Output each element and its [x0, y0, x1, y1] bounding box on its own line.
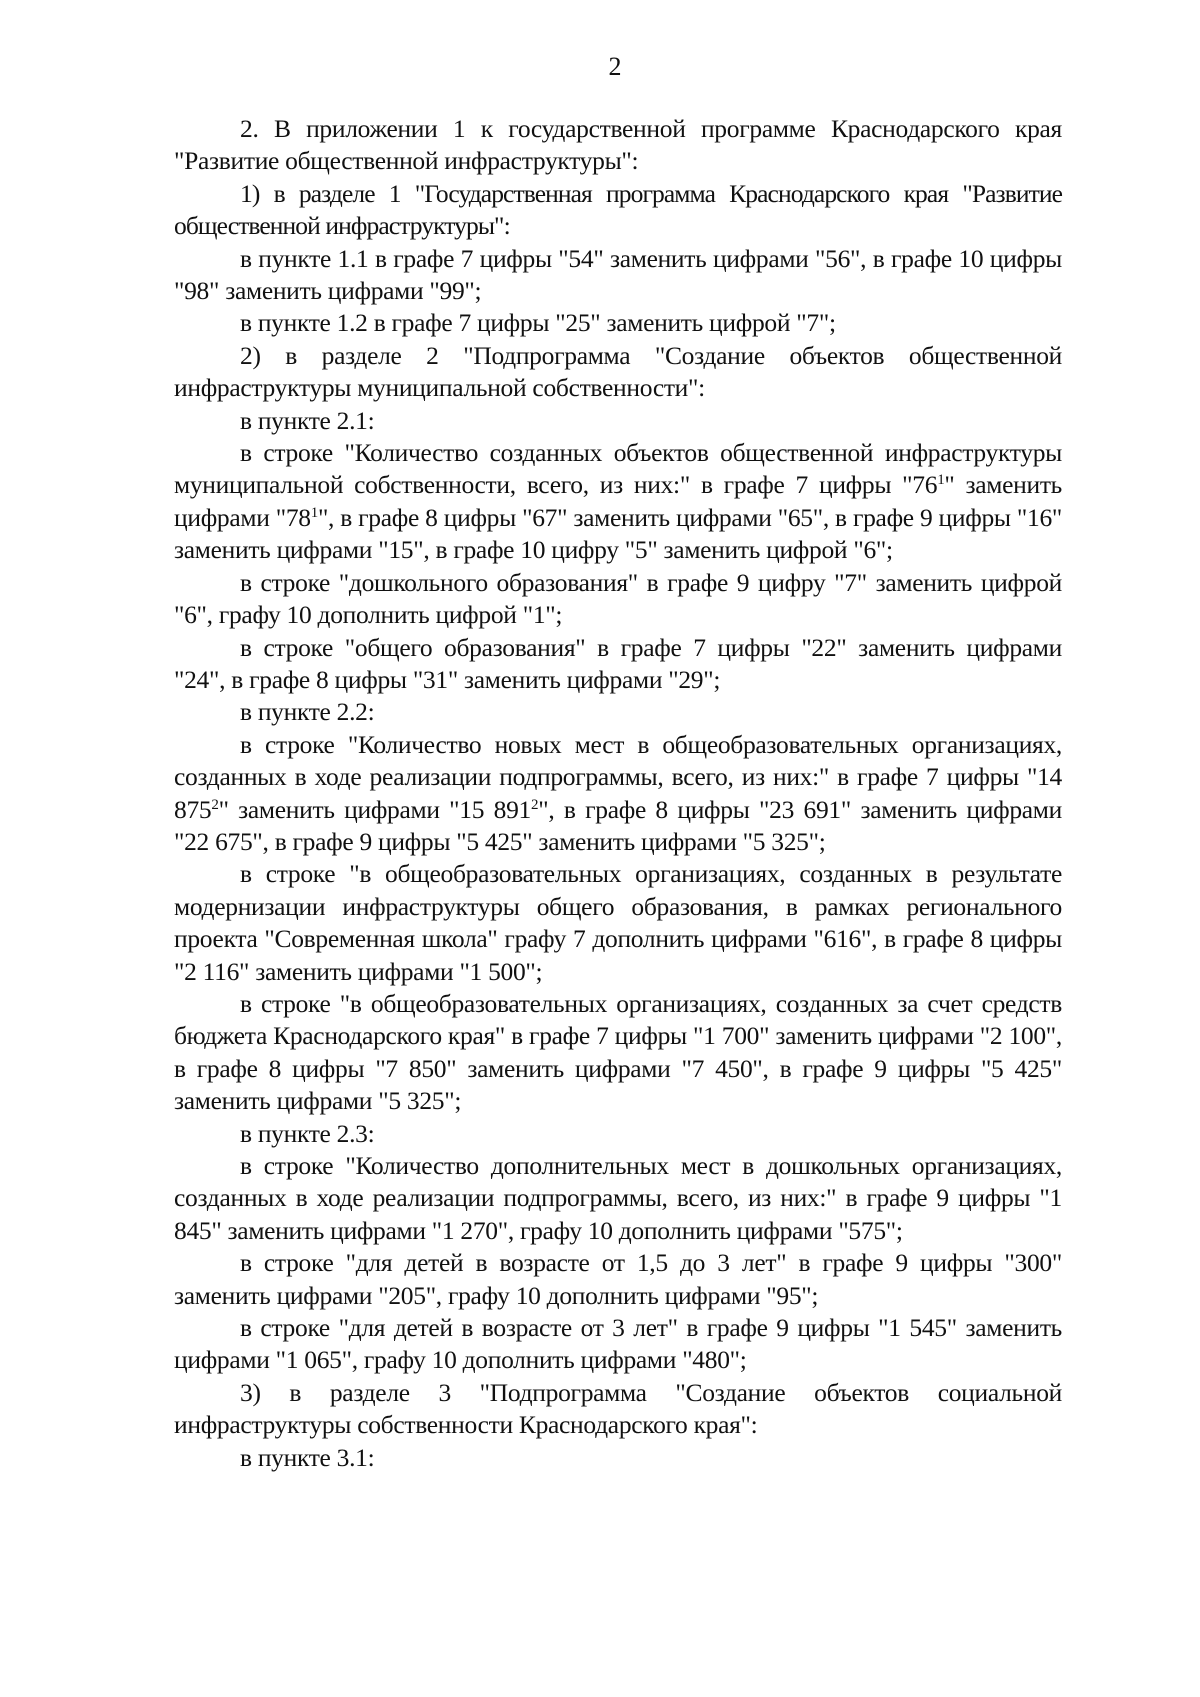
- paragraph-item-1-2: в пункте 1.2 в графе 7 цифры "25" заменить цифрой "7";: [240, 308, 836, 338]
- footnote-marker: 1: [310, 504, 318, 521]
- paragraph-section-3: 3) в разделе 3 "Подпрограмма "Создание объектов социальной инфраструктуры собственности Краснодарского края":: [174, 1377, 1062, 1440]
- paragraph-preschool-places: в строке "Количество дополнительных мест в дошкольных организациях, созданных в ходе реализации подпрограммы, всего, из них:" в графе 9 цифры "1 845" заменить цифрами "1 270", графу 10 дополнить цифрами "575";: [174, 1151, 1062, 1245]
- paragraph-age-from-3: в строке "для детей в возрасте от 3 лет" в графе 9 цифры "1 545" заменить цифрами "1 065", графу 10 дополнить цифрами "480";: [174, 1313, 1062, 1375]
- text-segment: в строке "Количество созданных объектов общественной инфраструктуры муниципальной собственности, всего, из них:" в графе 7 цифры "76: [174, 438, 1062, 500]
- footnote-marker: 2: [211, 796, 219, 813]
- paragraph-section-2: 2) в разделе 2 "Подпрограмма "Создание объектов общественной инфраструктуры муниципальной собственности":: [174, 340, 1062, 403]
- paragraph-item-1-1: в пункте 1.1 в графе 7 цифры "54" заменить цифрами "56", в графе 10 цифры "98" заменить цифрами "99";: [174, 243, 1062, 306]
- footnote-marker: 1: [937, 472, 945, 489]
- footnote-marker: 2: [531, 796, 539, 813]
- paragraph-item-2-2-new-places: [174, 729, 1062, 859]
- text-segment: в строке "Количество новых мест в общеобразовательных организациях, созданных в ходе реализации подпрограммы, всего, из них:" в графе 7 цифры "14 875: [174, 729, 1062, 824]
- paragraph-section-1: 1) в разделе 1 "Государственная программа Краснодарского края "Развитие общественной инфраструктуры":: [174, 178, 1062, 241]
- paragraph-preschool-education: в строке "дошкольного образования" в графе 9 цифру "7" заменить цифрой "6", графу 10 дополнить цифрой "1";: [174, 567, 1062, 630]
- paragraph-appendix-1-intro: 2. В приложении 1 к государственной программе Краснодарского края "Развитие общественной инфраструктуры":: [174, 114, 1062, 176]
- paragraph-item-3-1-heading: в пункте 3.1:: [240, 1442, 375, 1472]
- paragraph-item-2-2-heading: в пункте 2.2:: [240, 697, 375, 727]
- text-segment: ", в графе 8 цифры "23 691" заменить цифрами "22 675", в графе 9 цифры "5 425" заменить цифрами "5 325";: [174, 794, 1062, 856]
- paragraph-general-education: в строке "общего образования" в графе 7 цифры "22" заменить цифрами "24", в графе 8 цифры "31" заменить цифрами "29";: [174, 632, 1062, 694]
- document-body: [174, 113, 1062, 1474]
- paragraph-age-1-5-to-3: в строке "для детей в возрасте от 1,5 до 3 лет" в графе 9 цифры "300" заменить цифрами "205", графу 10 дополнить цифрами "95";: [174, 1248, 1062, 1310]
- page-number: 2: [608, 52, 622, 81]
- paragraph-item-2-3-heading: в пункте 2.3:: [240, 1118, 375, 1148]
- text-segment: " заменить цифрами "15 891: [218, 794, 532, 824]
- paragraph-item-2-1-heading: в пункте 2.1:: [240, 405, 375, 435]
- paragraph-item-2-1-objects-count: [174, 437, 1062, 567]
- text-segment: ", в графе 8 цифры "67" заменить цифрами "65", в графе 9 цифры "16" заменить цифрами "15", в графе 10 цифру "5" заменить цифрой "6";: [174, 502, 1063, 565]
- paragraph-regional-budget: в строке "в общеобразовательных организациях, созданных за счет средств бюджета Краснодарского края" в графе 7 цифры "1 700" заменить цифрами "2 100", в графе 8 цифры "7 850" заменить цифрами "7 450", в графе 9 цифры "5 425" заменить цифрами "5 325";: [174, 988, 1062, 1116]
- paragraph-modern-school: в строке "в общеобразовательных организациях, созданных в результате модернизации инфраструктуры общего образования, в рамках регионального проекта "Современная школа" графу 7 дополнить цифрами "616", в графе 8 цифры "2 116" заменить цифрами "1 500";: [174, 859, 1062, 986]
- text-segment: " заменить цифрами "78: [174, 470, 1063, 532]
